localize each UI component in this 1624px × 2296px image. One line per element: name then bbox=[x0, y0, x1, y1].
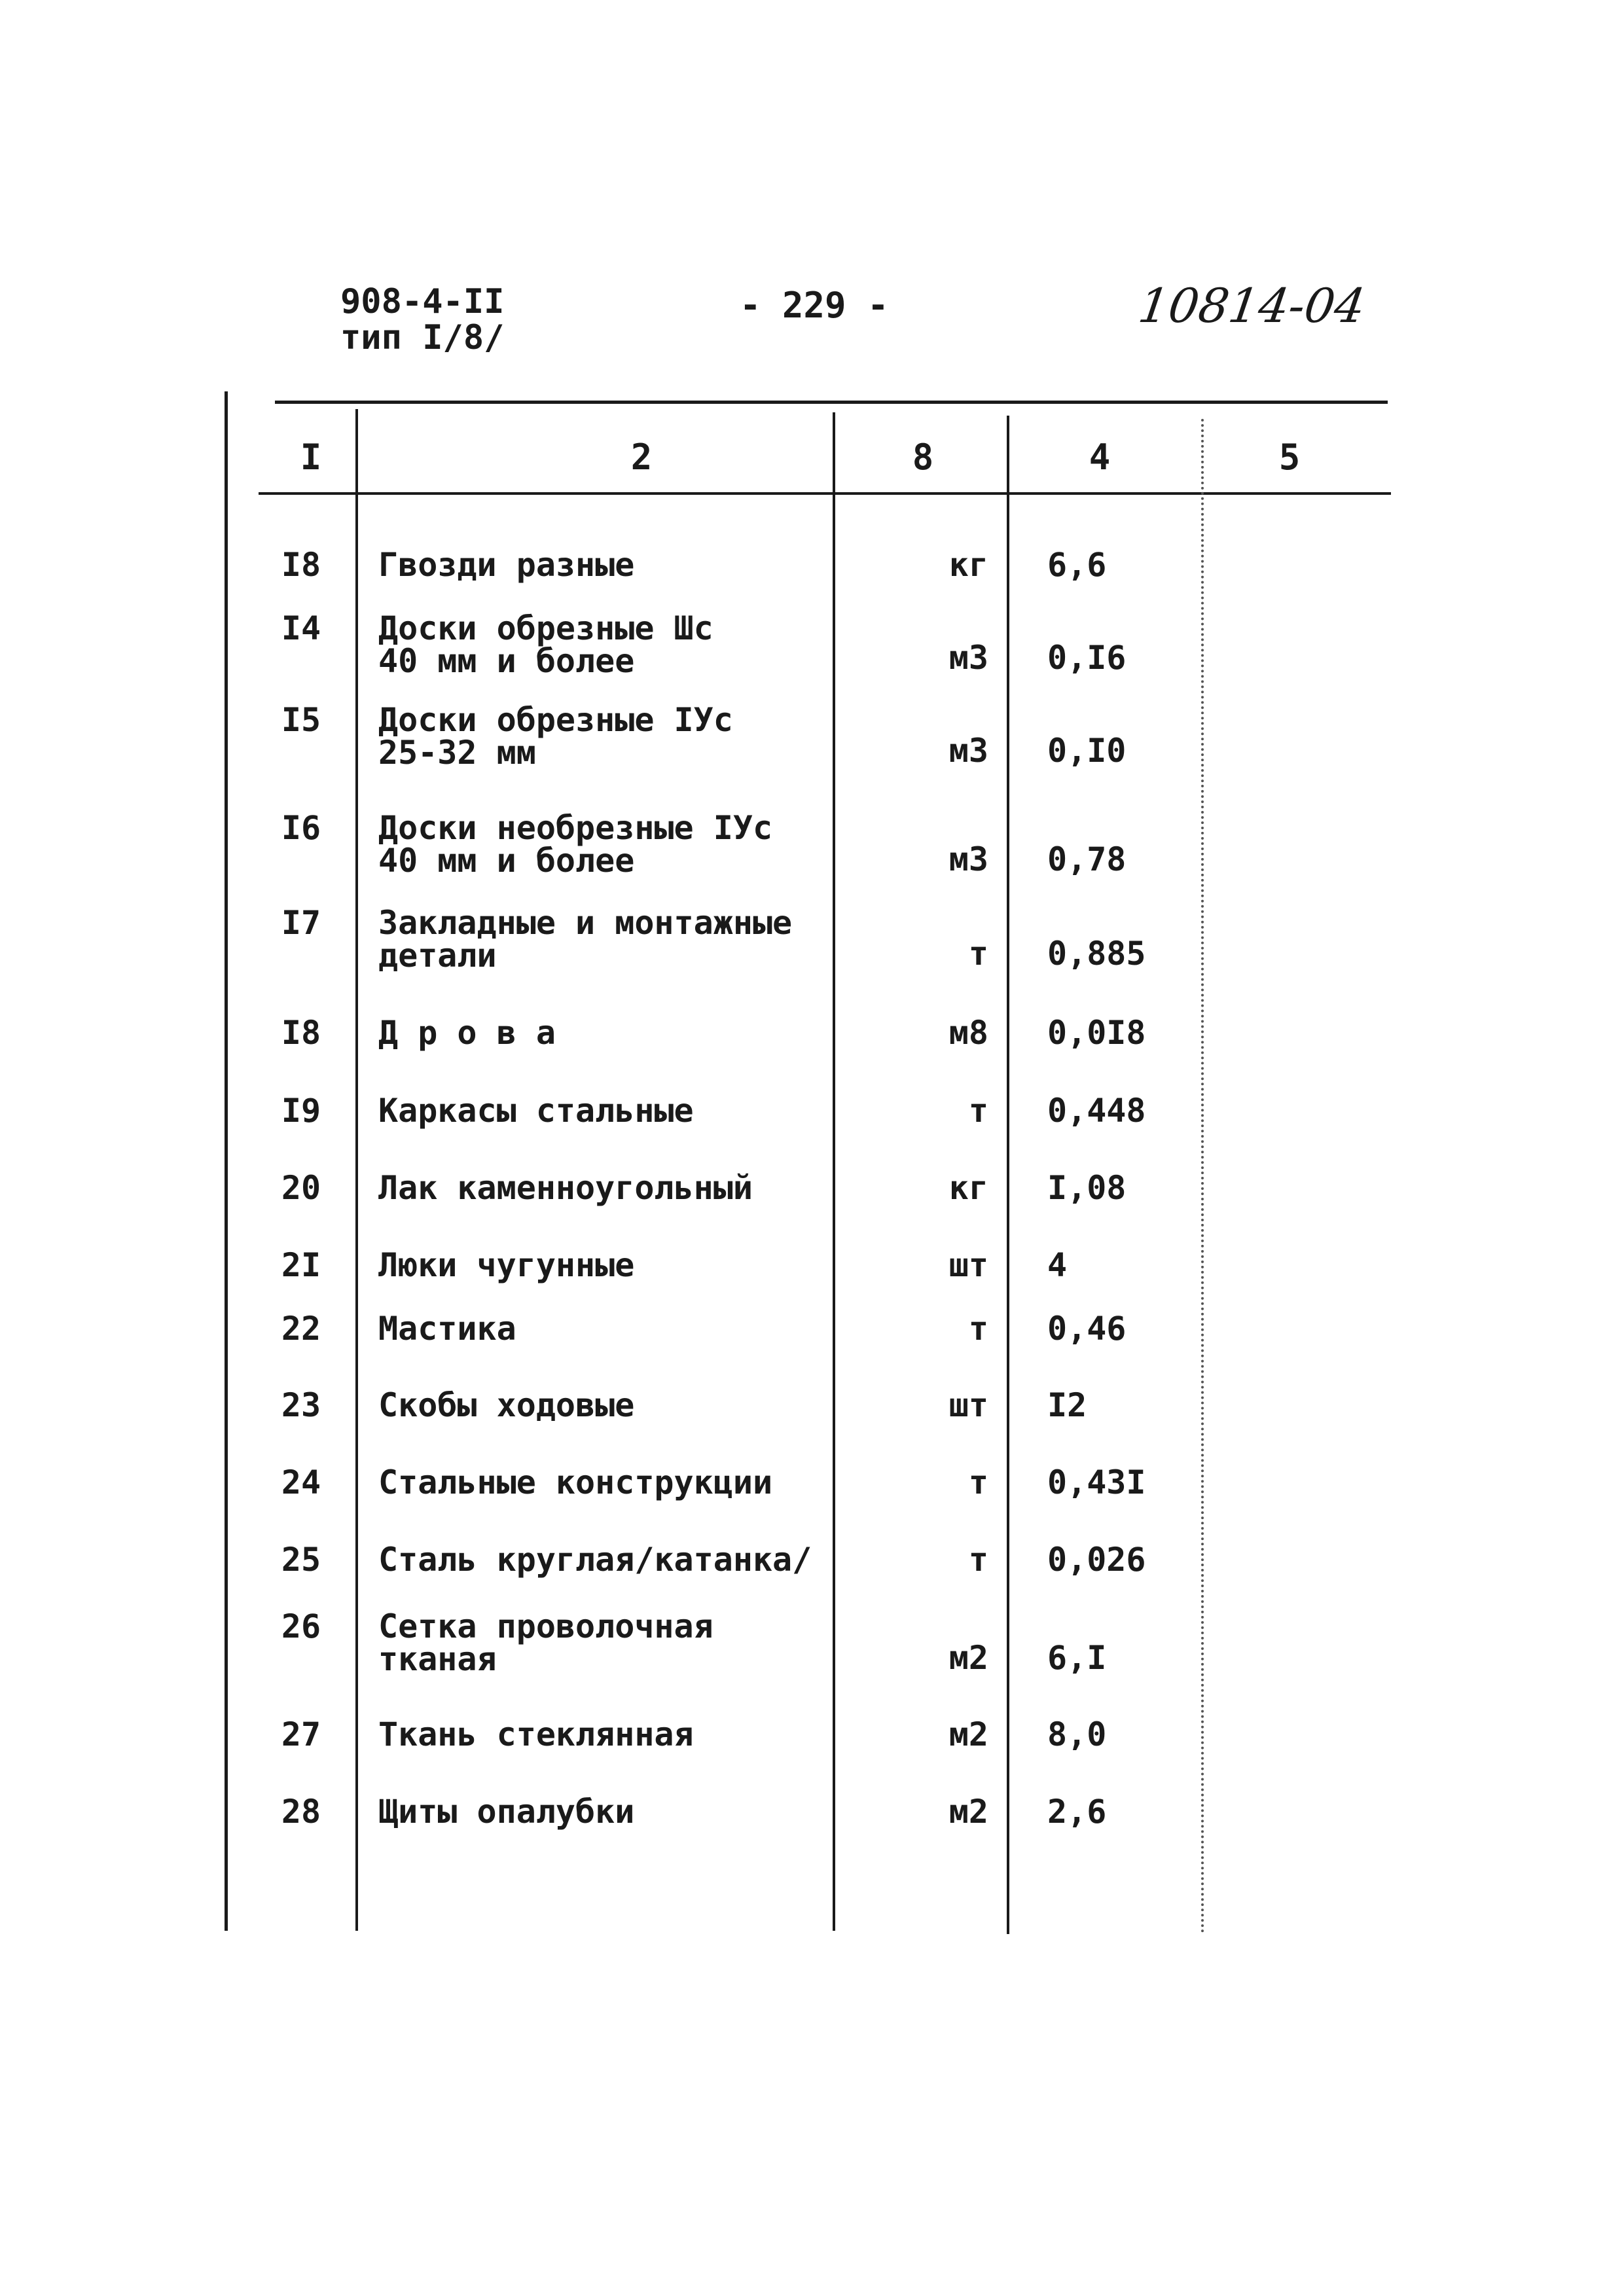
table-left-border bbox=[225, 391, 228, 1931]
material-name-line: Д р о в а bbox=[378, 1014, 556, 1052]
quantity: 2,6 bbox=[1047, 1793, 1107, 1831]
row-number: 20 bbox=[281, 1169, 321, 1207]
column-divider-4 bbox=[1201, 419, 1204, 1934]
material-name-line: Сетка проволочная bbox=[378, 1607, 713, 1645]
unit: кг bbox=[948, 1169, 988, 1207]
material-name-line: Гвозди разные bbox=[378, 546, 635, 584]
unit: м3 bbox=[948, 639, 988, 677]
row-number: I7 bbox=[281, 904, 321, 942]
unit: т bbox=[968, 1310, 988, 1348]
material-name bbox=[378, 609, 713, 680]
row-number: I6 bbox=[281, 809, 321, 847]
quantity: I,08 bbox=[1047, 1169, 1127, 1207]
material-name-line: Люки чугунные bbox=[378, 1246, 635, 1284]
row-number: 23 bbox=[281, 1386, 321, 1424]
material-name-line: 40 мм и более bbox=[378, 642, 635, 680]
material-name bbox=[378, 1715, 694, 1753]
row-number: I8 bbox=[281, 1014, 321, 1052]
unit: шт bbox=[948, 1386, 988, 1424]
row-number: 27 bbox=[281, 1715, 321, 1753]
material-name-line: 25-32 мм bbox=[378, 734, 536, 772]
material-name bbox=[378, 701, 733, 772]
material-name-line: 40 мм и более bbox=[378, 842, 635, 880]
column-divider-2 bbox=[833, 412, 835, 1931]
quantity: 0,448 bbox=[1047, 1092, 1146, 1130]
unit: шт bbox=[948, 1246, 988, 1284]
column-header-4: 4 bbox=[1089, 437, 1111, 478]
material-name bbox=[378, 1463, 773, 1501]
unit: м2 bbox=[948, 1793, 988, 1831]
material-name-line: Лак каменноугольный bbox=[378, 1169, 753, 1207]
material-name bbox=[378, 1541, 812, 1579]
material-name-line: тканая bbox=[378, 1640, 497, 1678]
row-number: 26 bbox=[281, 1607, 321, 1645]
material-name bbox=[378, 1014, 556, 1052]
document-type: тип I/8/ bbox=[340, 318, 505, 357]
quantity: 0,885 bbox=[1047, 935, 1146, 973]
quantity: 0,I0 bbox=[1047, 732, 1127, 770]
column-header-5: 5 bbox=[1278, 437, 1301, 478]
material-name bbox=[378, 1386, 635, 1424]
material-name-line: Доски обрезные Шс bbox=[378, 609, 713, 647]
material-name bbox=[378, 1169, 753, 1207]
material-name-line: Мастика bbox=[378, 1310, 516, 1348]
unit: м3 bbox=[948, 732, 988, 770]
column-header-2: 2 bbox=[630, 437, 653, 478]
material-name bbox=[378, 809, 773, 880]
quantity: 0,78 bbox=[1047, 840, 1127, 878]
unit: т bbox=[968, 935, 988, 973]
material-name-line: Щиты опалубки bbox=[378, 1793, 635, 1831]
unit: кг bbox=[948, 546, 988, 584]
material-name bbox=[378, 1607, 713, 1678]
page-number: - 229 - bbox=[740, 285, 889, 326]
unit: м2 bbox=[948, 1639, 988, 1677]
quantity: 0,026 bbox=[1047, 1541, 1146, 1579]
material-name bbox=[378, 1793, 635, 1831]
material-name-line: Доски обрезные IУс bbox=[378, 701, 733, 739]
material-name bbox=[378, 1246, 635, 1284]
material-name-line: Каркасы стальные bbox=[378, 1092, 694, 1130]
row-number: I5 bbox=[281, 701, 321, 739]
unit: т bbox=[968, 1092, 988, 1130]
column-divider-3 bbox=[1007, 416, 1009, 1934]
row-number: 28 bbox=[281, 1793, 321, 1831]
material-name bbox=[378, 904, 793, 975]
row-number: I9 bbox=[281, 1092, 321, 1130]
quantity: I2 bbox=[1047, 1386, 1087, 1424]
material-name-line: Доски необрезные IУс bbox=[378, 809, 773, 847]
material-name bbox=[378, 1092, 694, 1130]
quantity: 0,46 bbox=[1047, 1310, 1127, 1348]
row-number: I8 bbox=[281, 546, 321, 584]
material-name-line: Сталь круглая/катанка/ bbox=[378, 1541, 812, 1579]
material-name bbox=[378, 1310, 516, 1348]
column-divider-1 bbox=[355, 409, 358, 1931]
unit: м2 bbox=[948, 1715, 988, 1753]
quantity: 4 bbox=[1047, 1246, 1068, 1284]
row-number: I4 bbox=[281, 609, 321, 647]
column-header-1: I bbox=[300, 437, 322, 478]
quantity: 0,0I8 bbox=[1047, 1014, 1146, 1052]
unit: м8 bbox=[948, 1014, 988, 1052]
column-header-3: 8 bbox=[912, 437, 934, 478]
quantity: 8,0 bbox=[1047, 1715, 1107, 1753]
unit: т bbox=[968, 1541, 988, 1579]
handwritten-number: 10814-04 bbox=[1135, 278, 1369, 333]
quantity: 0,I6 bbox=[1047, 639, 1127, 677]
material-name-line: Скобы ходовые bbox=[378, 1386, 635, 1424]
table-header-rule bbox=[259, 492, 1391, 495]
row-number: 2I bbox=[281, 1246, 321, 1284]
quantity: 6,I bbox=[1047, 1639, 1107, 1677]
row-number: 24 bbox=[281, 1463, 321, 1501]
row-number: 22 bbox=[281, 1310, 321, 1348]
table-top-rule bbox=[275, 401, 1388, 404]
material-name bbox=[378, 546, 635, 584]
quantity: 6,6 bbox=[1047, 546, 1107, 584]
quantity: 0,43I bbox=[1047, 1463, 1146, 1501]
material-name-line: Ткань стеклянная bbox=[378, 1715, 694, 1753]
row-number: 25 bbox=[281, 1541, 321, 1579]
unit: т bbox=[968, 1463, 988, 1501]
document-code: 908-4-II bbox=[340, 282, 505, 321]
material-name-line: Стальные конструкции bbox=[378, 1463, 773, 1501]
material-name-line: Закладные и монтажные bbox=[378, 904, 793, 942]
material-name-line: детали bbox=[378, 937, 497, 975]
unit: м3 bbox=[948, 840, 988, 878]
